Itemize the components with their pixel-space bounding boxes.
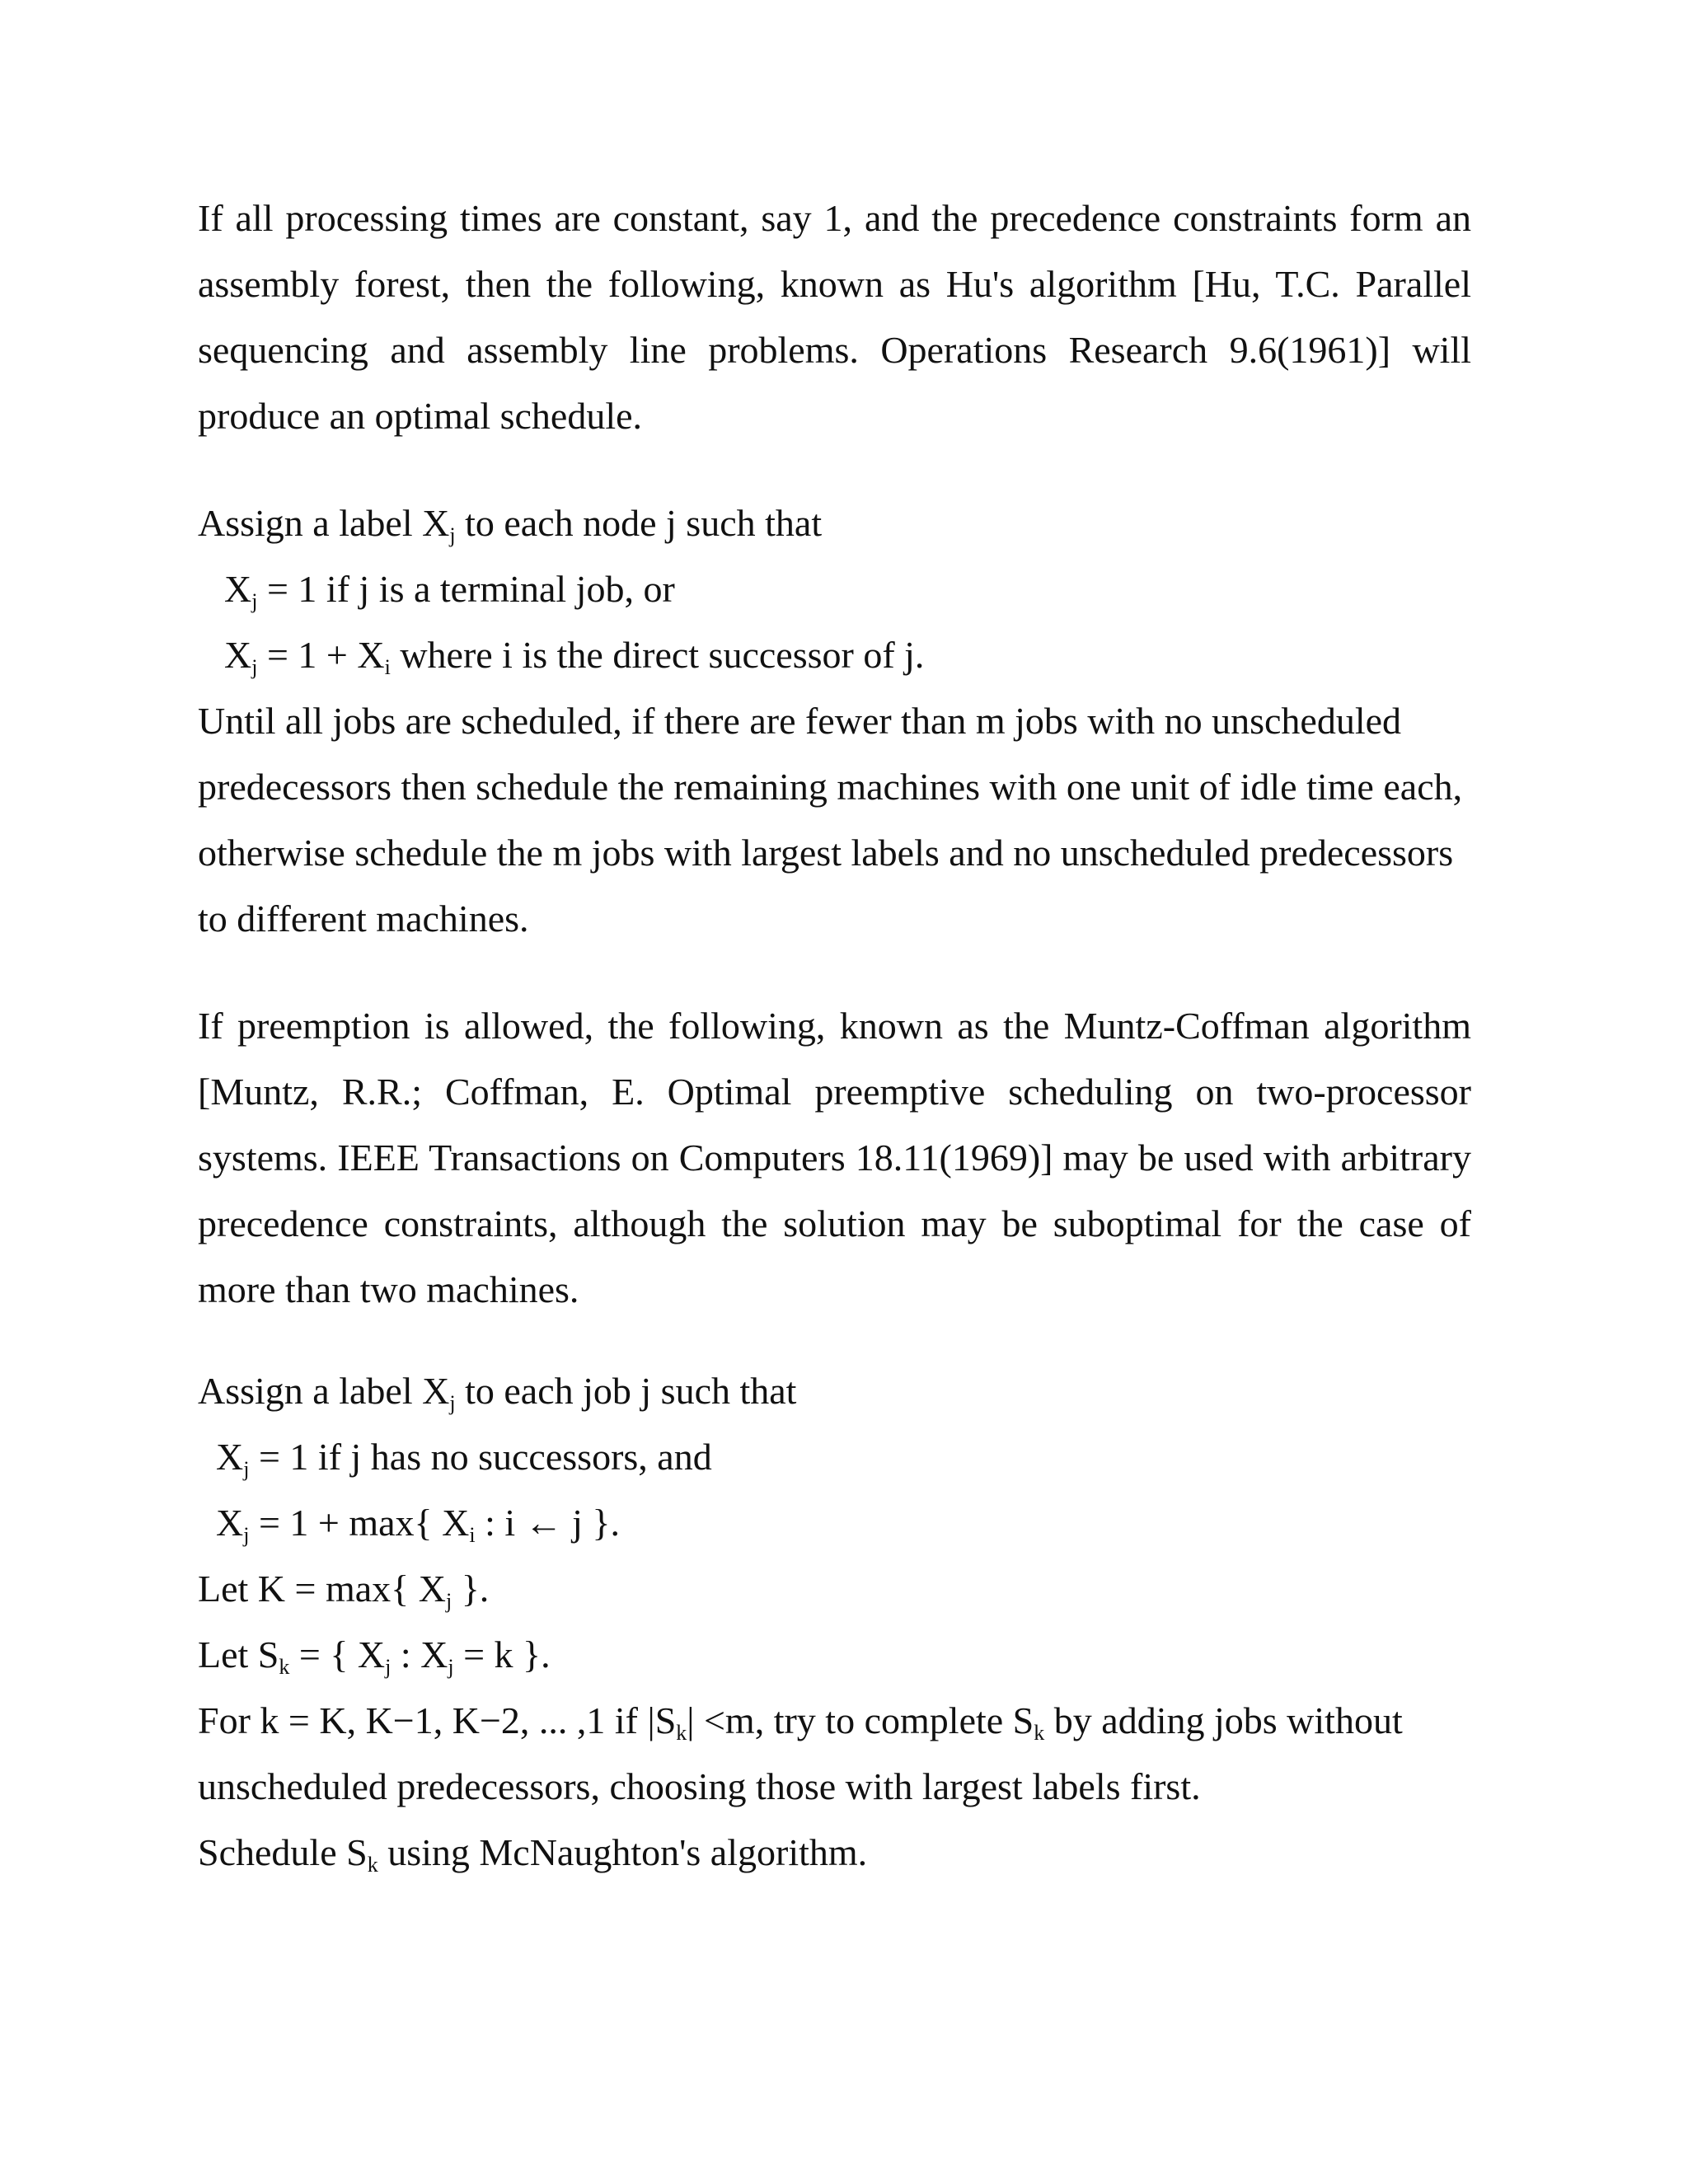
text-segment: = { X: [289, 1633, 386, 1675]
text-segment: : i ← j }.: [475, 1502, 621, 1544]
text-segment: to each job j such that: [455, 1370, 797, 1412]
mc-label-step: [198, 1358, 796, 1424]
subscript: k: [676, 1721, 687, 1745]
subscript: i: [469, 1523, 476, 1547]
text-segment: by adding jobs without: [1044, 1699, 1403, 1741]
mc-no-successor-rule: [216, 1424, 712, 1490]
subscript: j: [251, 655, 258, 679]
subscript: j: [449, 1391, 456, 1415]
mc-for-loop-continued: unscheduled predecessors, choosing those with largest labels first.: [198, 1765, 1201, 1807]
text-segment: = 1 if j has no successors, and: [249, 1436, 712, 1478]
subscript: j: [448, 1655, 454, 1679]
subscript: j: [449, 523, 456, 547]
text-segment: Let K = max{ X: [198, 1568, 446, 1610]
text-segment: Assign a label X: [198, 1370, 450, 1412]
subscript: k: [1034, 1721, 1045, 1745]
subscript: j: [385, 1655, 392, 1679]
mc-let-s: [198, 1622, 551, 1688]
text-segment: Schedule S: [198, 1831, 368, 1873]
hu-scheduling-paragraph: Until all jobs are scheduled, if there are fewer than m jobs with no unscheduled predecessors then schedule the remaining machines with one unit of idle time each, otherwise schedule the m jobs with largest labels and no unscheduled predecessors to different machines.: [198, 700, 1463, 940]
text-segment: = 1 + max{ X: [249, 1502, 470, 1544]
subscript: j: [445, 1589, 452, 1613]
subscript: j: [243, 1457, 250, 1481]
text-segment: | <m, try to complete S: [687, 1699, 1034, 1741]
text-segment: X: [216, 1502, 244, 1544]
text-segment: X: [216, 1436, 244, 1478]
subscript: j: [243, 1523, 250, 1547]
hu-intro-paragraph: If all processing times are constant, say 1, and the precedence constraints form an assembly forest, then the following, known as Hu's algorithm [Hu, T.C. Parallel sequencing and assembly line problems. Operations Research 9.6(1961)] will produce an optimal schedule.: [198, 197, 1471, 437]
subscript: j: [251, 589, 258, 613]
mc-schedule-step: [198, 1820, 867, 1886]
mc-for-loop: [198, 1688, 1403, 1754]
hu-successor-rule: [224, 622, 924, 688]
text-segment: }.: [452, 1568, 490, 1610]
text-segment: X: [224, 568, 252, 610]
subscript: i: [384, 655, 391, 679]
muntz-coffman-intro-paragraph: If preemption is allowed, the following, known as the Muntz-Coffman algorithm [Muntz, R.R.; Coffman, E. Optimal preemptive scheduling on two-processor systems. IEEE Transactions on Computers 18.11(1969)] may be used with arbitrary precedence constraints, although the solution may be suboptimal for the case of more than two machines.: [198, 1005, 1471, 1310]
text-segment: using McNaughton's algorithm.: [377, 1831, 868, 1873]
hu-terminal-rule: [224, 556, 675, 622]
text-segment: to each node j such that: [455, 502, 823, 544]
hu-label-step: [198, 490, 822, 556]
text-segment: = 1 if j is a terminal job, or: [257, 568, 675, 610]
text-segment: : X: [391, 1633, 448, 1675]
text-segment: X: [224, 634, 252, 676]
mc-max-rule: [216, 1490, 620, 1556]
text-segment: For k = K, K−1, K−2, ... ,1 if |S: [198, 1699, 677, 1741]
subscript: k: [279, 1655, 290, 1679]
text-segment: Let S: [198, 1633, 279, 1675]
mc-let-k: [198, 1556, 489, 1622]
text-segment: Assign a label X: [198, 502, 450, 544]
text-segment: = 1 + X: [257, 634, 385, 676]
text-segment: = k }.: [453, 1633, 551, 1675]
subscript: k: [367, 1853, 378, 1877]
text-segment: where i is the direct successor of j.: [390, 634, 925, 676]
